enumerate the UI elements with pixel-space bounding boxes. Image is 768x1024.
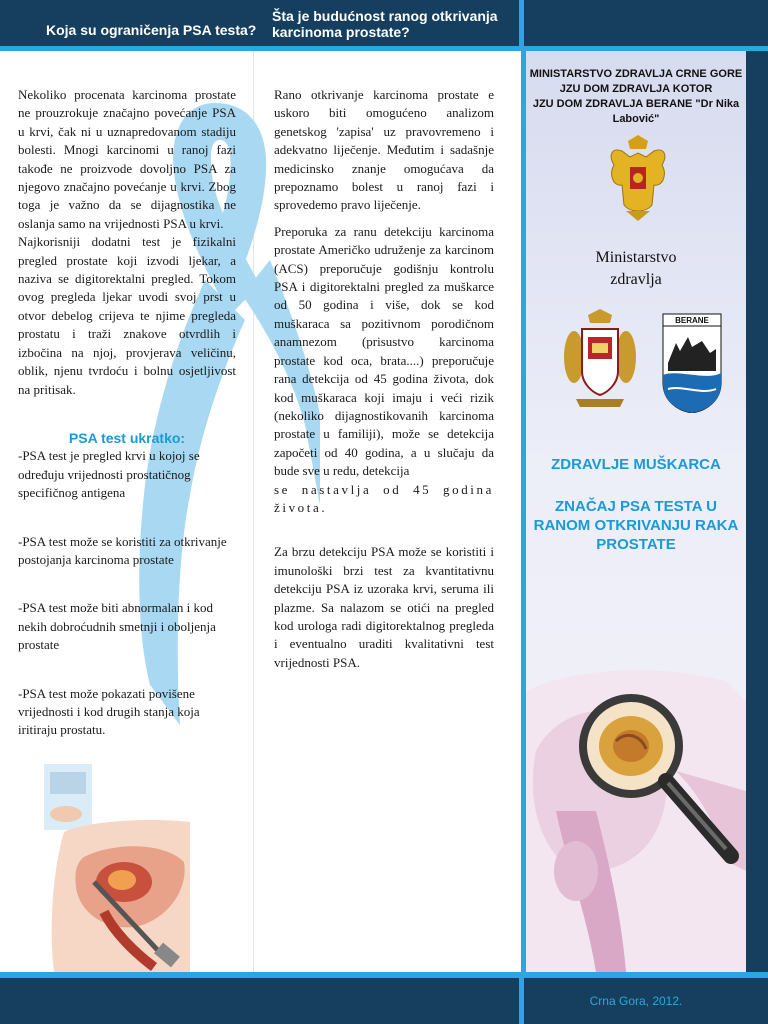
paragraph: Za brzu detekciju PSA može se koristiti i imunološki brzi test za kvantitativnu detekciju PSA iz uzoraka krvi, seruma ili plazme. Sa nalazom se otići na pregled kod urologa radi digitorektalnog pregleda i eventualno uraditi kvalitativni test vrijednosti PSA. (274, 544, 494, 670)
kotor-crest-icon (562, 307, 638, 411)
cover-panel (526, 51, 746, 972)
coat-of-arms-montenegro-icon (606, 135, 670, 221)
magnifier-anatomy-illustration-icon (526, 631, 746, 972)
right-edge-stripe (746, 51, 768, 972)
list-item: -PSA test može pokazati povišene vrijednosti i kod drugih stanja koja iritiraju prostatu. (18, 685, 200, 738)
paragraph: Rano otkrivanje karcinoma prostate e uskoro biti omogućeno analizom genetskog 'zapisa' uz pravovremeno i adekvatno liječenje. Međutim i sadašnje medicinsko znanje omogućava da prepoznamo bolest u ranoj fazi i sprovedemo pravo liječenje. (274, 87, 494, 213)
institution-line: JZU DOM ZDRAVLJA KOTOR (559, 83, 713, 95)
cover-title: ZDRAVLJE MUŠKARCA (551, 456, 721, 473)
column-future (274, 86, 494, 672)
list-item: -PSA test može biti abnormalan i kod nekih dobroćudnih smetnji i oboljenja prostate (18, 600, 216, 653)
institution-line: MINISTARSTVO ZDRAVLJA CRNE GORE (529, 68, 743, 80)
footer-divider (519, 978, 524, 1024)
paragraph-end: se nastavlja od 45 godina života. (274, 481, 494, 515)
col2-heading: Šta je budućnost ranog otkrivanja karcinoma prostate? (272, 8, 498, 40)
psa-summary-heading: PSA test ukratko: (68, 429, 186, 446)
prostate-exam-illustration-icon (44, 762, 190, 972)
paragraph: Najkorisniji dodatni test je fizikalni pregled prostate koji izvodi ljekar, a naziva se digitorektalni pregled. Tokom ovog pregleda ljekar uvodi svoj prst u otvor debelog crijeva te njime pregleda prostatu i traži znakove otvrdlih i izbočina na njoj, provjerava veličinu, oblik, njenu tvrdoću i bolnu osjetljivost na pritisak. (18, 234, 236, 397)
cover-subtitle: ZNAČAJ PSA TESTA U RANOM OTKRIVANJU RAKA PROSTATE (533, 498, 739, 553)
header-divider (519, 0, 524, 51)
footer-place-year: Crna Gora, 2012. (589, 994, 683, 1008)
ministry-line: Ministarstvo (595, 249, 677, 266)
berane-sign-label: BERANE (675, 316, 709, 325)
paragraph: Nekoliko procenata karcinoma prostate ne prouzrokuje značajno povećanje PSA u krvi, čak ni u uznapredovanom stadiju bolesti. Mnogi karcinomi u ranoj fazi takođe ne proizvode dovoljno PSA za njegovo značajno povećanje u krvi. Zbog toga je važno da se dijagnostika ne oslanja samo na vrijednosti PSA u krvi. (18, 87, 236, 231)
col1-heading: Koja su ograničenja PSA testa? (46, 22, 257, 38)
paragraph: Preporuka za ranu detekciju karcinoma prostate Američko udruženje za karcinom (ACS) preporučuje godišnju kontrolu PSA i digitorektalni pregled za muškarce od 50 godina i više, dok se kod muškaraca sa pozitivnom porodičnom anamnezom (prisustvo karcinoma prostate kod oca, brata....) preporučuje rana detekcija od 45 godina života, dok kod muškaraca koji imaju i veći rizik (nekoliko dijagnostikovanih karcinoma prostate u familiji), može se detekcija započeti od 40 godina, a u slučaju da bude sve u redu, detekcija (274, 223, 494, 479)
institution-line: JZU DOM ZDRAVLJA BERANE "Dr Nika Labović" (532, 98, 740, 125)
ministry-line: zdravlja (610, 271, 662, 288)
list-item: -PSA test može se koristiti za otkrivanje postojanja karcinoma prostate (18, 533, 227, 567)
institution-list (526, 67, 746, 127)
list-item: -PSA test je pregled krvi u kojoj se određuju vrijednosti prostatičnog specifičnog antigena (18, 448, 200, 501)
ministry-label (586, 247, 686, 291)
column-limitations (18, 86, 236, 770)
berane-emblem-icon (662, 313, 722, 413)
